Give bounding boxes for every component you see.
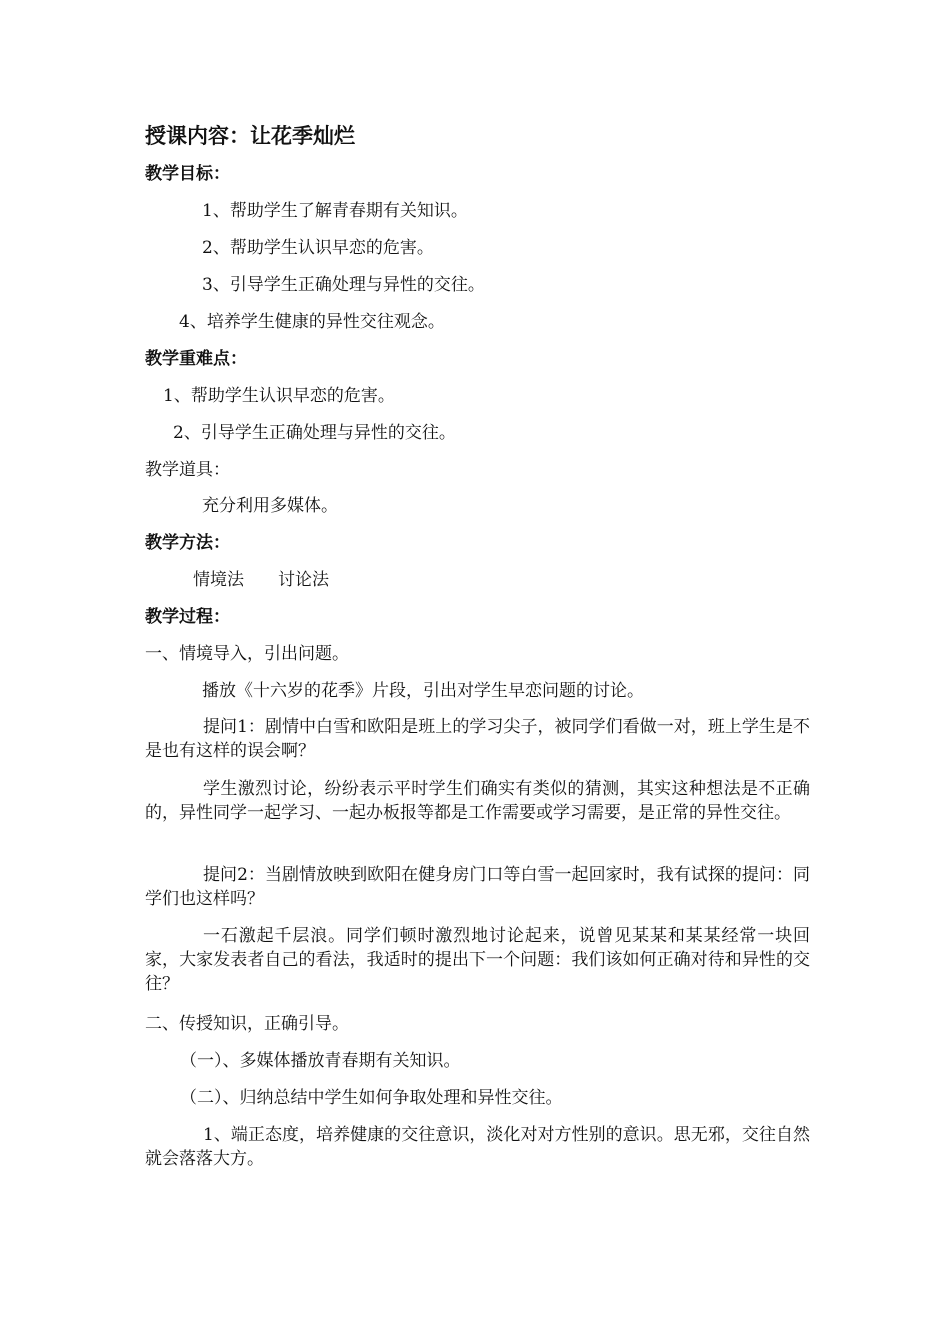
section2-item: （一）、多媒体播放青春期有关知识。 [180,1051,461,1071]
section1-heading: 一、情境导入，引出问题。 [145,644,349,664]
doc-title: 授课内容：让花季灿烂 [145,124,355,148]
key-point-item: 2、引导学生正确处理与异性的交往。 [173,423,456,443]
method-item: 讨论法 [278,570,329,590]
paragraph: 学生激烈讨论，纷纷表示平时学生们确实有类似的猜测，其实这种想法是不正确的，异性同学一起学习、一起办板报等都是工作需要或学习需要，是正常的异性交往。 [145,779,810,823]
paragraph: 提问2：当剧情放映到欧阳在健身房门口等白雪一起回家时，我有试探的提问：同学们也这样吗？ [145,865,810,909]
tools-heading: 教学道具： [145,460,230,480]
paragraph: 1、端正态度，培养健康的交往意识，淡化对对方性别的意识。思无邪，交往自然就会落落大方。 [145,1125,810,1169]
method-item: 情境法 [193,570,244,590]
objective-item: 4、培养学生健康的异性交往观念。 [179,312,445,332]
objective-item: 3、引导学生正确处理与异性的交往。 [202,275,485,295]
key-point-item: 1、帮助学生认识早恋的危害。 [163,386,395,406]
section2-heading: 二、传授知识，正确引导。 [145,1014,349,1034]
paragraph: 播放《十六岁的花季》片段，引出对学生早恋问题的讨论。 [202,681,644,701]
process-heading: 教学过程： [145,607,230,627]
paragraph: 一石激起千层浪。同学们顿时激烈地讨论起来，说曾见某某和某某经常一块回家，大家发表者自己的看法，我适时的提出下一个问题：我们该如何正确对待和异性的交往？ [145,926,810,994]
section2-item: （二）、归纳总结中学生如何争取处理和异性交往。 [180,1088,563,1108]
objective-item: 2、帮助学生认识早恋的危害。 [202,238,434,258]
objective-item: 1、帮助学生了解青春期有关知识。 [202,201,468,221]
key-points-heading: 教学重难点： [145,349,247,369]
methods-heading: 教学方法： [145,533,230,553]
paragraph: 提问1：剧情中白雪和欧阳是班上的学习尖子，被同学们看做一对，班上学生是不是也有这样的误会啊？ [145,717,810,761]
objectives-heading: 教学目标： [145,164,230,184]
tools-text: 充分利用多媒体。 [202,496,338,516]
methods-row [145,568,810,592]
